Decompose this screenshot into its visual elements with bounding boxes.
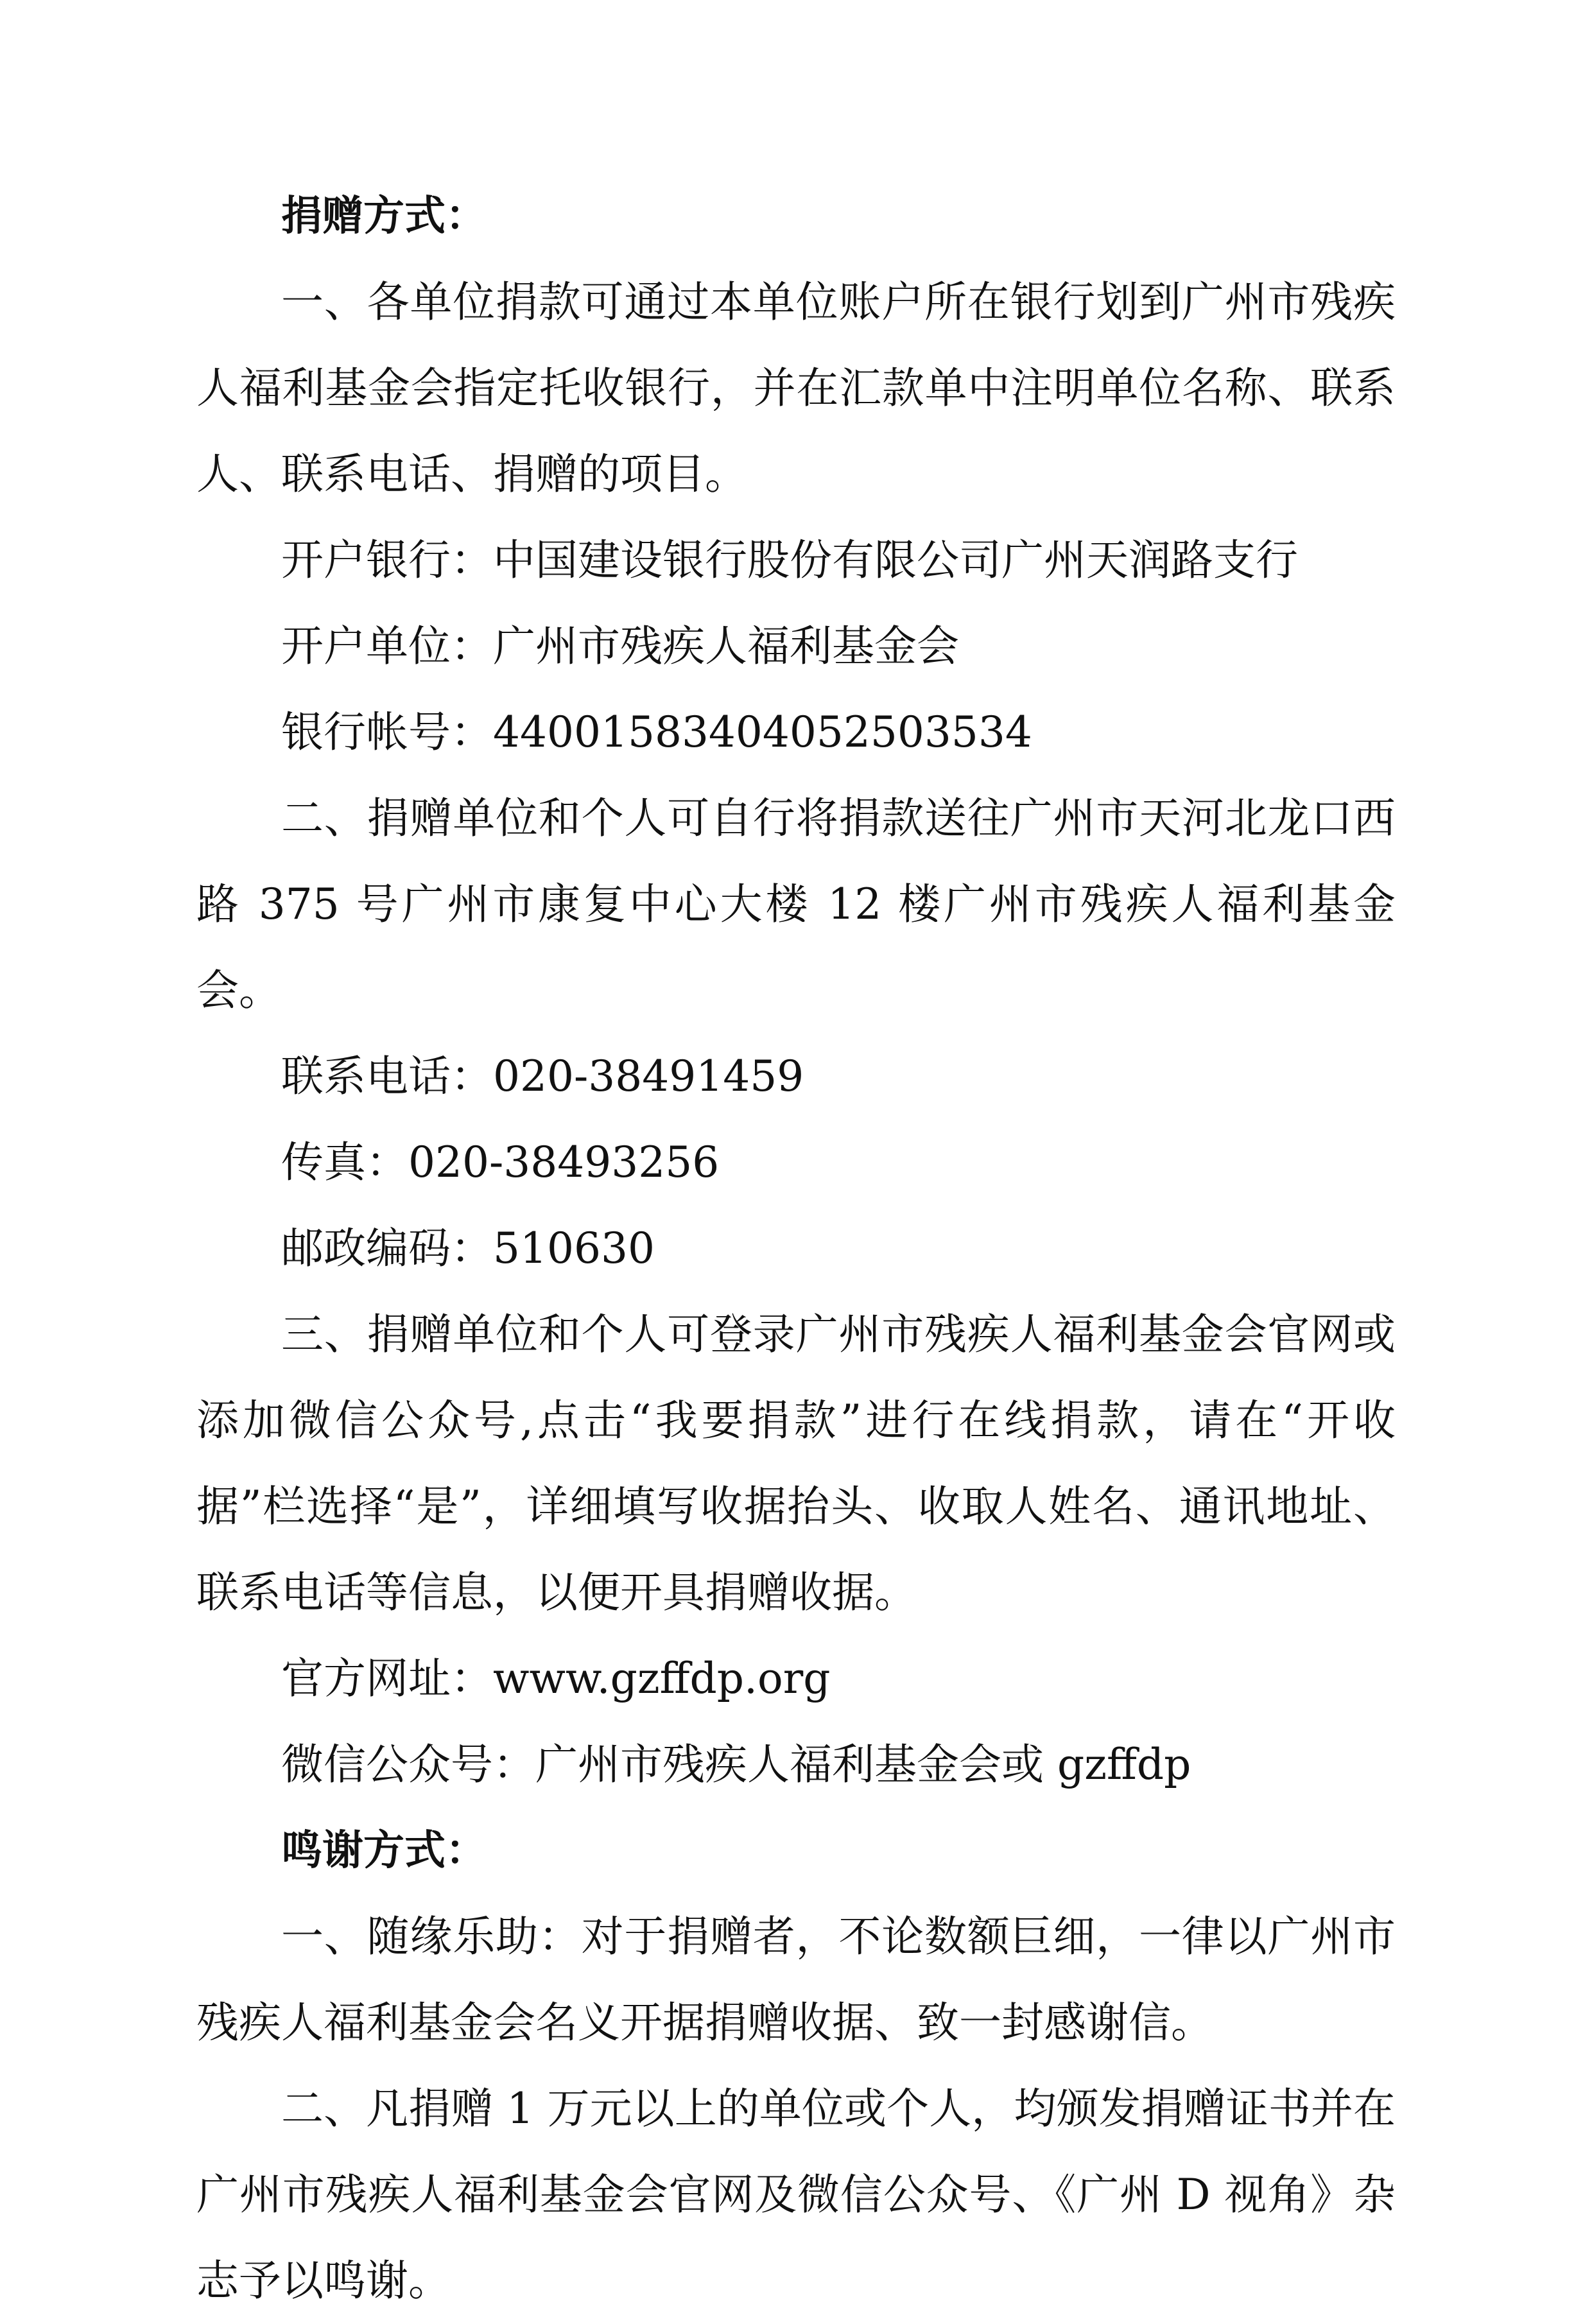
acknowledgement-item-1: 一、随缘乐助：对于捐赠者，不论数额巨细，一律以广州市残疾人福利基金会名义开据捐赠收据、致一封感谢信。 xyxy=(196,1912,1396,2047)
acknowledgement-heading: 鸣谢方式： xyxy=(281,1827,487,1875)
fax-label: 传真： xyxy=(281,1138,408,1187)
donation-method-2: 二、捐赠单位和个人可自行将捐款送往广州市天河北龙口西路 375 号广州市康复中心大楼 12 楼广州市残疾人福利基金会。 xyxy=(196,793,1396,1015)
account-number-value: 44001583404052503534 xyxy=(493,707,1032,757)
wechat-value: 广州市残疾人福利基金会或 gzffdp xyxy=(535,1740,1191,1789)
website-label: 官方网址： xyxy=(281,1654,493,1703)
account-name-line xyxy=(196,603,1396,689)
website-line xyxy=(196,1636,1396,1722)
account-number-line xyxy=(196,689,1396,776)
postcode-line xyxy=(196,1206,1396,1292)
donation-method-1: 一、各单位捐款可通过本单位账户所在银行划到广州市残疾人福利基金会指定托收银行，并在汇款单中注明单位名称、联系人、联系电话、捐赠的项目。 xyxy=(196,277,1396,499)
bank-value: 中国建设银行股份有限公司广州天润路支行 xyxy=(493,535,1298,585)
fax-value: 020-38493256 xyxy=(408,1138,720,1187)
fax-line xyxy=(196,1120,1396,1206)
account-number-label: 银行帐号： xyxy=(281,707,493,757)
phone-label: 联系电话： xyxy=(281,1052,493,1101)
phone-value: 020-38491459 xyxy=(493,1052,804,1101)
phone-line xyxy=(196,1034,1396,1120)
acknowledgement-item-2: 二、凡捐赠 1 万元以上的单位或个人，均颁发捐赠证书并在广州市残疾人福利基金会官网及微信公众号、《广州 D 视角》杂志予以鸣谢。 xyxy=(196,2084,1396,2305)
wechat-label: 微信公众号： xyxy=(281,1740,535,1789)
document-page xyxy=(196,173,1396,2324)
wechat-line xyxy=(196,1722,1396,1808)
postcode-label: 邮政编码： xyxy=(281,1224,493,1273)
bank-label: 开户银行： xyxy=(281,535,493,585)
bank-line xyxy=(196,517,1396,603)
account-name-value: 广州市残疾人福利基金会 xyxy=(493,621,959,671)
account-name-label: 开户单位： xyxy=(281,621,493,671)
donation-method-3: 三、捐赠单位和个人可登录广州市残疾人福利基金会官网或添加微信公众号,点击“我要捐款”进行在线捐款，请在“开收据”栏选择“是”，详细填写收据抬头、收取人姓名、通讯地址、联系电话等信息，以便开具捐赠收据。 xyxy=(196,1310,1396,1617)
postcode-value: 510630 xyxy=(493,1224,655,1273)
donation-methods-heading: 捐赠方式： xyxy=(281,193,487,240)
website-value: www.gzffdp.org xyxy=(493,1654,831,1703)
